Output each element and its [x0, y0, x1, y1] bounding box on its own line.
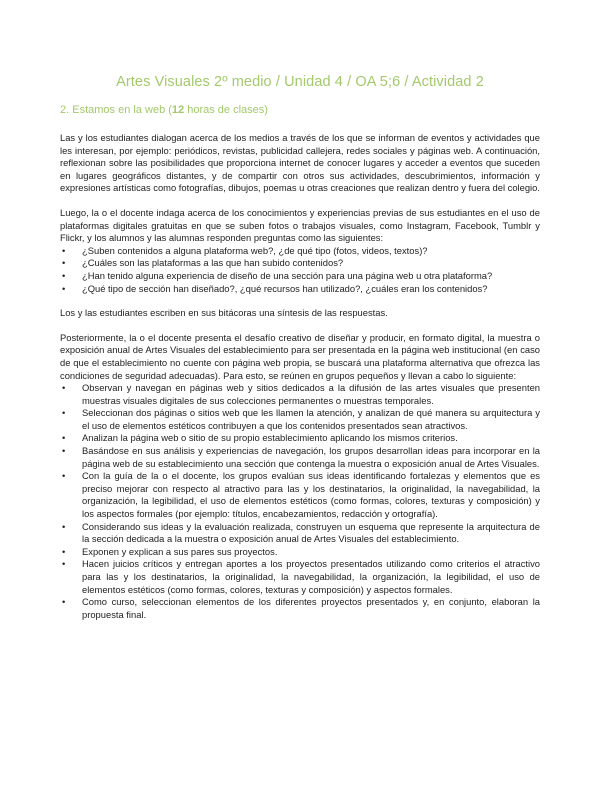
page-header-title: Artes Visuales 2º medio / Unidad 4 / OA 5;6 / Actividad 2	[116, 74, 484, 90]
bullet-icon: •	[62, 282, 66, 294]
list-item: • ¿Cuáles son las plataformas a las que han subido contenidos?	[62, 257, 344, 269]
bullet-icon: •	[62, 244, 66, 256]
list-item: • Analizan la página web o sitio de su propio establecimiento aplicando los mismos criterios.	[62, 432, 458, 444]
list-item: • Basándose en sus análisis y experiencias de navegación, los grupos desarrollan ideas para incorporar en la página web de su establecimiento una sección que contenga la muestra o exposición anual de Artes Visuales.	[62, 445, 540, 469]
list-item: • Considerando sus ideas y la evaluación realizada, construyen un esquema que represente la arquitectura de la sección dedicada a la muestra o exposición anual de Artes Visuales del establecimiento.	[62, 520, 540, 545]
paragraph-questions-intro: Luego, la o el docente indaga acerca de los conocimientos y experiencias previas de sus estudiantes en el uso de plataformas digitales gratuitas en que se suben fotos o trabajos visuales, como Instagram, Facebook, Tumblr y Flickr, y los alumnos y las alumnas responden preguntas como las siguientes:	[60, 206, 540, 244]
bullet-icon: •	[62, 382, 66, 394]
questions-list	[60, 245, 540, 295]
bullet-icon: •	[62, 257, 66, 269]
bullet-icon: •	[62, 558, 66, 570]
bullet-icon: •	[62, 407, 66, 419]
activity-body	[60, 132, 540, 633]
section-title-hours: 12	[171, 104, 185, 116]
bullet-icon: •	[62, 596, 66, 608]
paragraph-intro: Las y los estudiantes dialogan acerca de los medios a través de los que se informan de eventos y actividades que les interesan, por ejemplo: periódicos, revistas, publicidad callejera, redes sociales y páginas web. A continuación, reflexionan sobre las posibilidades que proporciona internet de conocer lugares y acceder a eventos que suceden en lugares geográficos distantes, y de compartir con otros sus actividades, descubrimientos, información y expresiones artísticas como fotografías, dibujos, poemas u otras creaciones que realizan dentro y fuera del colegio.	[60, 132, 540, 194]
section-title-prefix: Estamos en la web (	[72, 104, 172, 116]
bullet-icon: •	[62, 545, 66, 557]
section-heading	[60, 104, 268, 116]
list-item: • Observan y navegan en páginas web y sitios dedicados a la difusión de las artes visuales que presenten muestras visuales digitales de sus colecciones permanentes o muestras temporales.	[62, 382, 540, 406]
bullet-icon: •	[62, 520, 66, 532]
list-item: • Seleccionan dos páginas o sitios web que les llamen la atención, y analizan de qué manera su arquitectura y el uso de elementos estéticos contribuyen a que los contenidos presentados sean atractivos.	[62, 407, 540, 431]
bullet-icon: •	[62, 470, 66, 482]
list-item: • ¿Suben contenidos a alguna plataforma web?, ¿de qué tipo (fotos, videos, textos)?	[62, 244, 428, 256]
list-item: • Exponen y explican a sus pares sus proyectos.	[62, 545, 278, 557]
list-item: • Como curso, seleccionan elementos de los diferentes proyectos presentados y, en conjunto, elaboran la propuesta final.	[62, 596, 540, 620]
list-item: • ¿Han tenido alguna experiencia de diseño de una sección para una página web u otra plataforma?	[62, 269, 493, 281]
list-item: • Hacen juicios críticos y entregan aportes a los proyectos presentados utilizando como criterios el atractivo para las y los destinatarios, la originalidad, la navegabilidad, la organización, la legibilidad, el uso de elementos estéticos (como formas, colores, texturas y composición) y aspectos formales.	[62, 558, 540, 595]
bullet-icon: •	[62, 269, 66, 281]
steps-list	[60, 382, 540, 621]
paragraph-challenge: Posteriormente, la o el docente presenta el desafío creativo de diseñar y producir, en formato digital, la muestra o exposición anual de Artes Visuales del establecimiento para ser presentada en la página web institucional (en caso de que el establecimiento no cuente con página web propia, se buscará una plataforma alternativa que ofrezca las condiciones de seguridad adecuadas). Para esto, se reúnen en grupos pequeños y llevan a cabo lo siguiente:	[60, 331, 540, 381]
paragraph-synthesis: Los y las estudiantes escriben en sus bitácoras una síntesis de las respuestas.	[60, 307, 388, 319]
section-number: 2.	[60, 104, 70, 116]
bullet-icon: •	[62, 432, 66, 444]
list-item: • Con la guía de la o el docente, los grupos evalúan sus ideas identificando fortalezas y elementos que es preciso mejorar con respecto al atractivo para las y los destinatarios, la originalidad, la navegabilidad, la organización, la legibilidad, el uso de elementos estéticos (como formas, colores, texturas y composición) y los aspectos formales (por ejemplo: títulos, encabezamientos, redacción y ortografía).	[62, 470, 540, 520]
bullet-icon: •	[62, 445, 66, 457]
section-title-suffix: horas de clases)	[184, 104, 268, 116]
list-item: • ¿Qué tipo de sección han diseñado?, ¿qué recursos han utilizado?, ¿cuáles eran los contenidos?	[62, 282, 488, 294]
